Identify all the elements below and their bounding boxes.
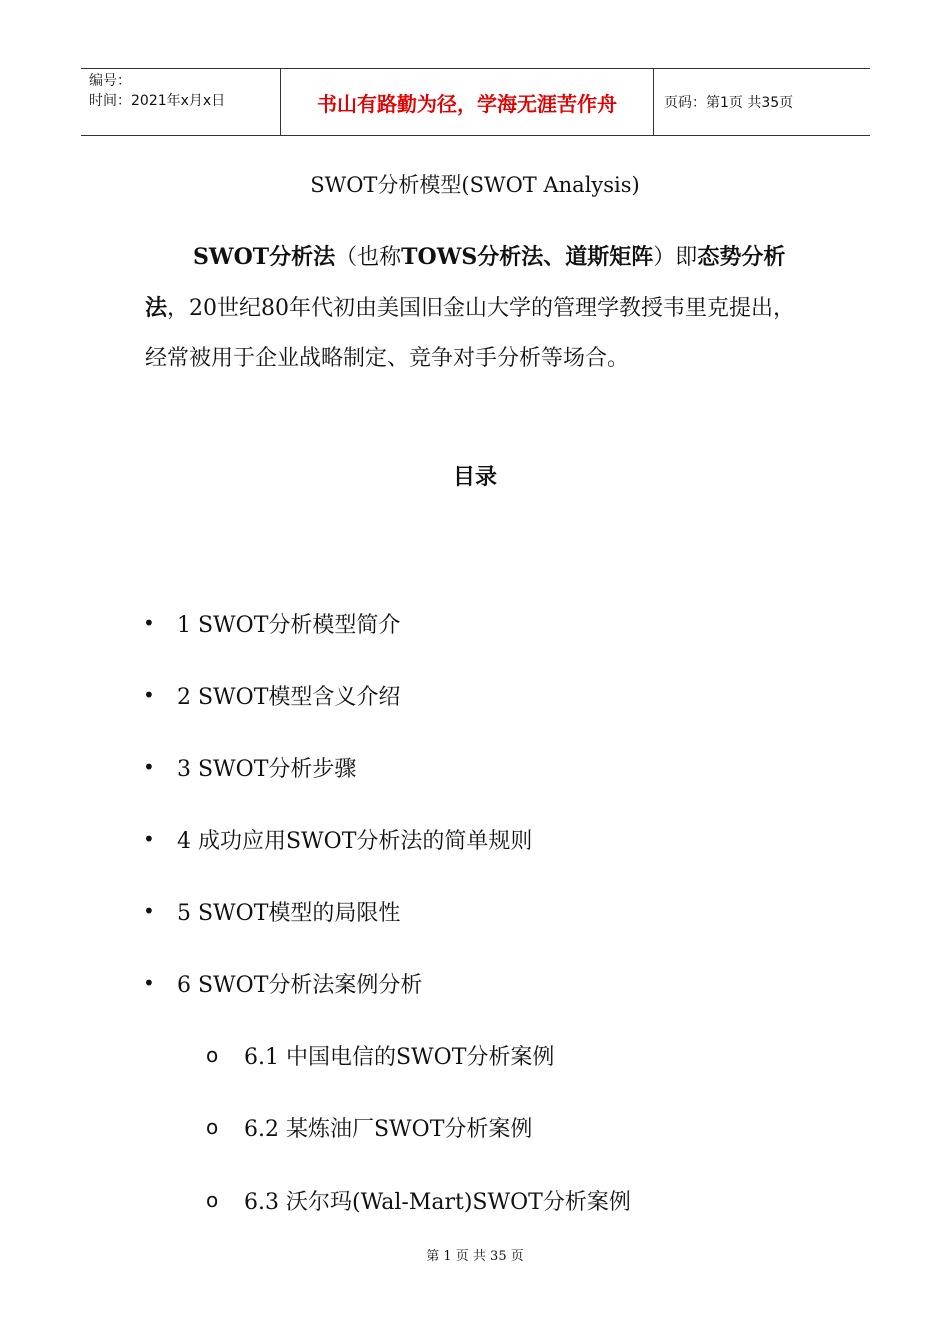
toc-item[interactable] [143,675,400,715]
bullet-icon: • [143,755,155,779]
bullet-icon: • [143,683,155,707]
toc-item-label: 2 SWOT模型含义介绍 [177,684,401,710]
document-title: SWOT分析模型(SWOT Analysis) [310,173,640,197]
toc-item-label: 6.1 中国电信的SWOT分析案例 [244,1044,555,1070]
header-motto: 书山有路勤为径，学海无涯苦作舟 [281,69,654,135]
intro-paragraph [145,232,805,384]
toc-item[interactable] [143,747,356,787]
intro-text-3: ，20世纪80年代初由美国旧金山大学的管理学教授韦里克提出，经常被用于企业战略制定、竞争对手分析等场合。 [145,296,796,371]
toc-item-label: 5 SWOT模型的局限性 [177,900,401,926]
bullet-icon: • [143,611,155,635]
intro-term-situation: 态势分析法 [145,244,786,321]
bullet-icon: • [143,827,155,851]
header-meta [81,69,281,135]
toc-item[interactable] [143,891,400,931]
bullet-icon: • [143,971,155,995]
toc-heading: 目录 [452,465,497,490]
header-page-info: 页码：第1页 共35页 [664,95,794,111]
toc-item-label: 1 SWOT分析模型简介 [177,612,401,638]
toc-item-label: 6 SWOT分析法案例分析 [177,972,423,998]
header-number-label: 编号： [89,73,131,89]
toc-item-label: 3 SWOT分析步骤 [177,756,357,782]
circle-bullet-icon: o [206,1115,219,1139]
toc-subitem[interactable] [206,1107,532,1147]
toc-item-label: 6.2 某炼油厂SWOT分析案例 [244,1116,533,1142]
page-header [81,68,870,136]
toc-item[interactable] [143,963,422,1003]
intro-term-swot: SWOT分析法 [193,244,336,270]
header-date-label: 时间：2021年x月x日 [89,93,226,109]
intro-term-tows: TOWS分析法、道斯矩阵 [401,244,654,270]
toc-item[interactable] [143,819,532,859]
toc-item-label: 4 成功应用SWOT分析法的简单规则 [177,828,533,854]
intro-text-2: ）即 [653,245,698,270]
toc-subitem[interactable] [206,1180,631,1220]
page-footer: 第 1 页 共 35 页 [426,1249,524,1264]
toc-item-label: 6.3 沃尔玛(Wal-Mart)SWOT分析案例 [244,1189,631,1215]
toc-item[interactable] [143,603,400,643]
toc-subitem[interactable] [206,1035,554,1075]
circle-bullet-icon: o [206,1043,219,1067]
circle-bullet-icon: o [206,1188,219,1212]
intro-text-1: （也称 [335,245,402,270]
bullet-icon: • [143,899,155,923]
